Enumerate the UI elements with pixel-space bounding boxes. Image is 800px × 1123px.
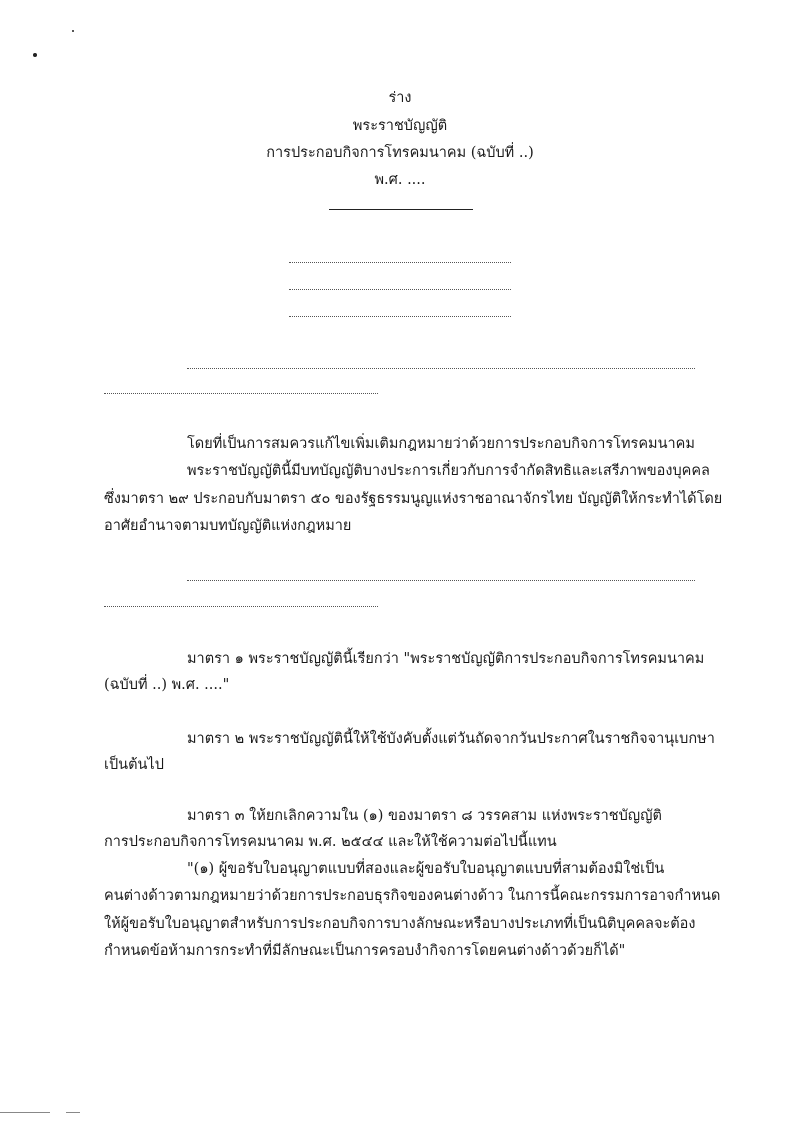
preamble-line: ซึ่งมาตรา ๒๙ ประกอบกับมาตรา ๕๐ ของรัฐธรรมนูญแห่งราชอาณาจักรไทย บัญญัติให้กระทำได้โดย xyxy=(104,491,723,507)
year-line: พ.ศ. .... xyxy=(374,172,426,188)
placeholder-line xyxy=(289,262,511,263)
placeholder-line xyxy=(187,368,695,369)
preamble-line: โดยที่เป็นการสมควรแก้ไขเพิ่มเติมกฎหมายว่าด้วยการประกอบกิจการโทรคมนาคม xyxy=(187,436,695,452)
section-3-quote: "(๑) ผู้ขอรับใบอนุญาตแบบที่สองและผู้ขอรับใบอนุญาตแบบที่สามต้องมิใช่เป็น xyxy=(187,861,665,877)
placeholder-line xyxy=(104,606,378,607)
act-type: พระราชบัญญัติ xyxy=(352,118,448,134)
section-3-quote: กำหนดข้อห้ามการกระทำที่มีลักษณะเป็นการครอบงำกิจการโดยคนต่างด้าวด้วยก็ได้" xyxy=(104,943,626,959)
scan-speck xyxy=(72,30,74,32)
placeholder-line xyxy=(104,393,378,394)
section-2-text: มาตรา ๒ พระราชบัญญัตินี้ให้ใช้บังคับตั้งแต่วันถัดจากวันประกาศในราชกิจจานุเบกษา xyxy=(187,731,715,747)
act-title: การประกอบกิจการโทรคมนาคม (ฉบับที่ ..) xyxy=(266,145,534,161)
section-1-text: มาตรา ๑ พระราชบัญญัตินี้เรียกว่า "พระราชบัญญัติการประกอบกิจการโทรคมนาคม xyxy=(187,651,705,667)
scan-speck xyxy=(33,53,37,57)
footer-scan-mark xyxy=(0,1112,50,1113)
preamble-line: อาศัยอำนาจตามบทบัญญัติแห่งกฎหมาย xyxy=(104,518,352,534)
section-3-text: มาตรา ๓ ให้ยกเลิกความใน (๑) ของมาตรา ๘ วรรคสาม แห่งพระราชบัญญัติ xyxy=(187,808,662,824)
placeholder-line xyxy=(289,316,511,317)
placeholder-line xyxy=(289,289,511,290)
draft-label: ร่าง xyxy=(388,90,412,106)
section-2-text: เป็นต้นไป xyxy=(104,757,164,773)
section-3-quote: คนต่างด้าวตามกฎหมายว่าด้วยการประกอบธุรกิจของคนต่างด้าว ในการนี้คณะกรรมการอาจกำหนด xyxy=(104,888,721,904)
title-underline xyxy=(329,209,473,210)
section-3-quote: ให้ผู้ขอรับใบอนุญาตสำหรับการประกอบกิจการบางลักษณะหรือบางประเภทที่เป็นนิติบุคคลจะต้อง xyxy=(104,916,696,932)
placeholder-line xyxy=(187,580,695,581)
footer-scan-mark xyxy=(66,1112,80,1113)
section-3-text: การประกอบกิจการโทรคมนาคม พ.ศ. ๒๕๔๔ และให้ใช้ความต่อไปนี้แทน xyxy=(104,834,557,850)
preamble-line: พระราชบัญญัตินี้มีบทบัญญัติบางประการเกี่ยวกับการจำกัดสิทธิและเสรีภาพของบุคคล xyxy=(187,463,710,479)
section-1-text: (ฉบับที่ ..) พ.ศ. ...." xyxy=(104,677,230,693)
